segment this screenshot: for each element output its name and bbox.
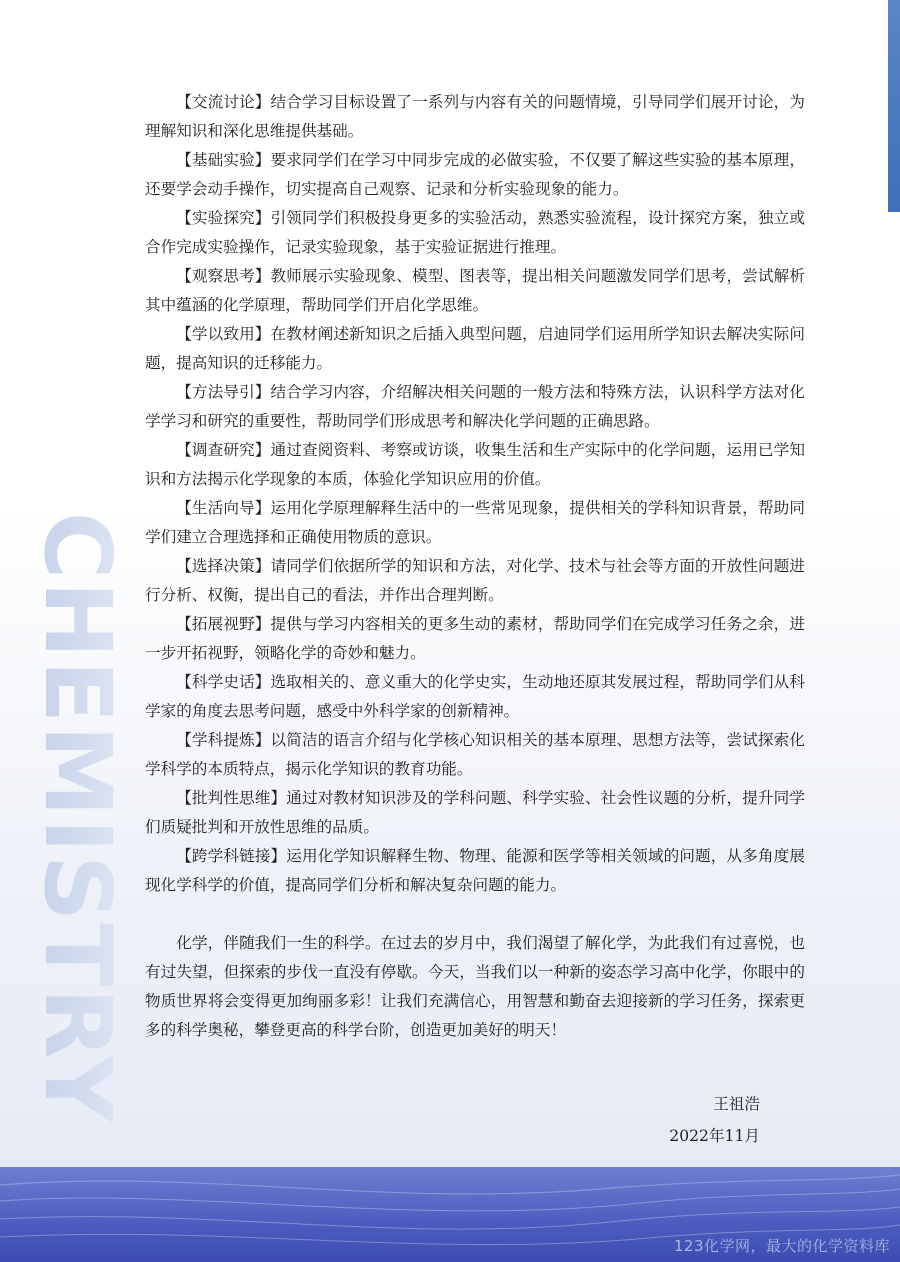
author-signature: 王祖浩: [713, 1095, 760, 1113]
feature-item: [145, 204, 805, 262]
feature-description: 提供与学习内容相关的更多生动的素材，帮助同学们在完成学习任务之余，进一步开拓视野，领略化学的奇妙和魅力。: [145, 615, 805, 662]
feature-item: [145, 88, 805, 146]
feature-tag: 【选择决策】: [176, 557, 271, 575]
feature-item: [145, 552, 805, 610]
feature-description: 结合学习目标设置了一系列与内容有关的问题情境，引导同学们展开讨论，为理解知识和深化思维提供基础。: [145, 93, 805, 140]
feature-tag: 【学以致用】: [176, 325, 271, 343]
feature-tag: 【批判性思维】: [176, 789, 287, 807]
chemistry-watermark-text: CHEMISTRY: [24, 511, 131, 1125]
feature-tag: 【生活向导】: [176, 499, 271, 517]
feature-description: 通过对教材知识涉及的学科问题、科学实验、社会性议题的分析，提升同学们质疑批判和开放性思维的品质。: [145, 789, 805, 836]
feature-description: 请同学们依据所学的知识和方法，对化学、技术与社会等方面的开放性问题进行分析、权衡，提出自己的看法，并作出合理判断。: [145, 557, 805, 604]
feature-tag: 【科学史话】: [176, 673, 271, 691]
feature-description: 以简洁的语言介绍与化学核心知识相关的基本原理、思想方法等，尝试探索化学科学的本质特点，揭示化学知识的教育功能。: [145, 731, 805, 778]
feature-description: 运用化学知识解释生物、物理、能源和医学等相关领域的问题，从多角度展现化学科学的价值，提高同学们分析和解决复杂问题的能力。: [145, 847, 805, 894]
feature-item: [145, 262, 805, 320]
feature-tag: 【调查研究】: [176, 441, 271, 459]
feature-description: 运用化学原理解释生活中的一些常见现象，提供相关的学科知识背景，帮助同学们建立合理选择和正确使用物质的意识。: [145, 499, 805, 546]
feature-description: 教师展示实验现象、模型、图表等，提出相关问题激发同学们思考，尝试解析其中蕴涵的化学原理，帮助同学们开启化学思维。: [145, 267, 805, 314]
feature-description: 要求同学们在学习中同步完成的必做实验，不仅要了解这些实验的基本原理，还要学会动手操作，切实提高自己观察、记录和分析实验现象的能力。: [145, 151, 805, 198]
feature-tag: 【观察思考】: [176, 267, 271, 285]
feature-item: [145, 378, 805, 436]
feature-description: 选取相关的、意义重大的化学史实，生动地还原其发展过程，帮助同学们从科学家的角度去思考问题，感受中外科学家的创新精神。: [145, 673, 805, 720]
feature-item: [145, 668, 805, 726]
chemistry-watermark: [24, 488, 131, 1148]
feature-item: [145, 842, 805, 900]
feature-description: 在教材阐述新知识之后插入典型问题，启迪同学们运用所学知识去解决实际问题，提高知识的迁移能力。: [145, 325, 805, 372]
feature-description: 通过查阅资料、考察或访谈，收集生活和生产实际中的化学问题，运用已学知识和方法揭示化学现象的本质，体验化学知识应用的价值。: [145, 441, 805, 488]
edge-accent-bar: [888, 0, 900, 212]
feature-tag: 【交流讨论】: [176, 93, 271, 111]
feature-item: [145, 436, 805, 494]
feature-item: [145, 320, 805, 378]
feature-item: [145, 610, 805, 668]
feature-item: [145, 784, 805, 842]
feature-item: [145, 146, 805, 204]
feature-list: [145, 88, 805, 900]
feature-description: 引领同学们积极投身更多的实验活动，熟悉实验流程，设计探究方案，独立或合作完成实验操作，记录实验现象，基于实验证据进行推理。: [145, 209, 805, 256]
feature-tag: 【跨学科链接】: [176, 847, 287, 865]
closing-paragraph: 化学，伴随我们一生的科学。在过去的岁月中，我们渴望了解化学，为此我们有过喜悦，也有过失望，但探索的步伐一直没有停歇。今天，当我们以一种新的姿态学习高中化学，你眼中的物质世界将会变得更加绚丽多彩！让我们充满信心，用智慧和勤奋去迎接新的学习任务，探索更多的科学奥秘，攀登更高的科学台阶，创造更加美好的明天！: [145, 934, 805, 1039]
feature-item: [145, 726, 805, 784]
feature-tag: 【实验探究】: [176, 209, 271, 227]
feature-tag: 【方法导引】: [176, 383, 271, 401]
signature-date: 2022年11月: [669, 1127, 760, 1145]
feature-description: 结合学习内容，介绍解决相关问题的一般方法和特殊方法，认识科学方法对化学学习和研究的重要性，帮助同学们形成思考和解决化学问题的正确思路。: [145, 383, 805, 430]
site-watermark: 123化学网，最大的化学资料库: [673, 1237, 890, 1255]
feature-item: [145, 494, 805, 552]
feature-tag: 【学科提炼】: [176, 731, 271, 749]
intro-body: [145, 88, 805, 1045]
feature-tag: 【基础实验】: [176, 151, 271, 169]
feature-tag: 【拓展视野】: [176, 615, 271, 633]
